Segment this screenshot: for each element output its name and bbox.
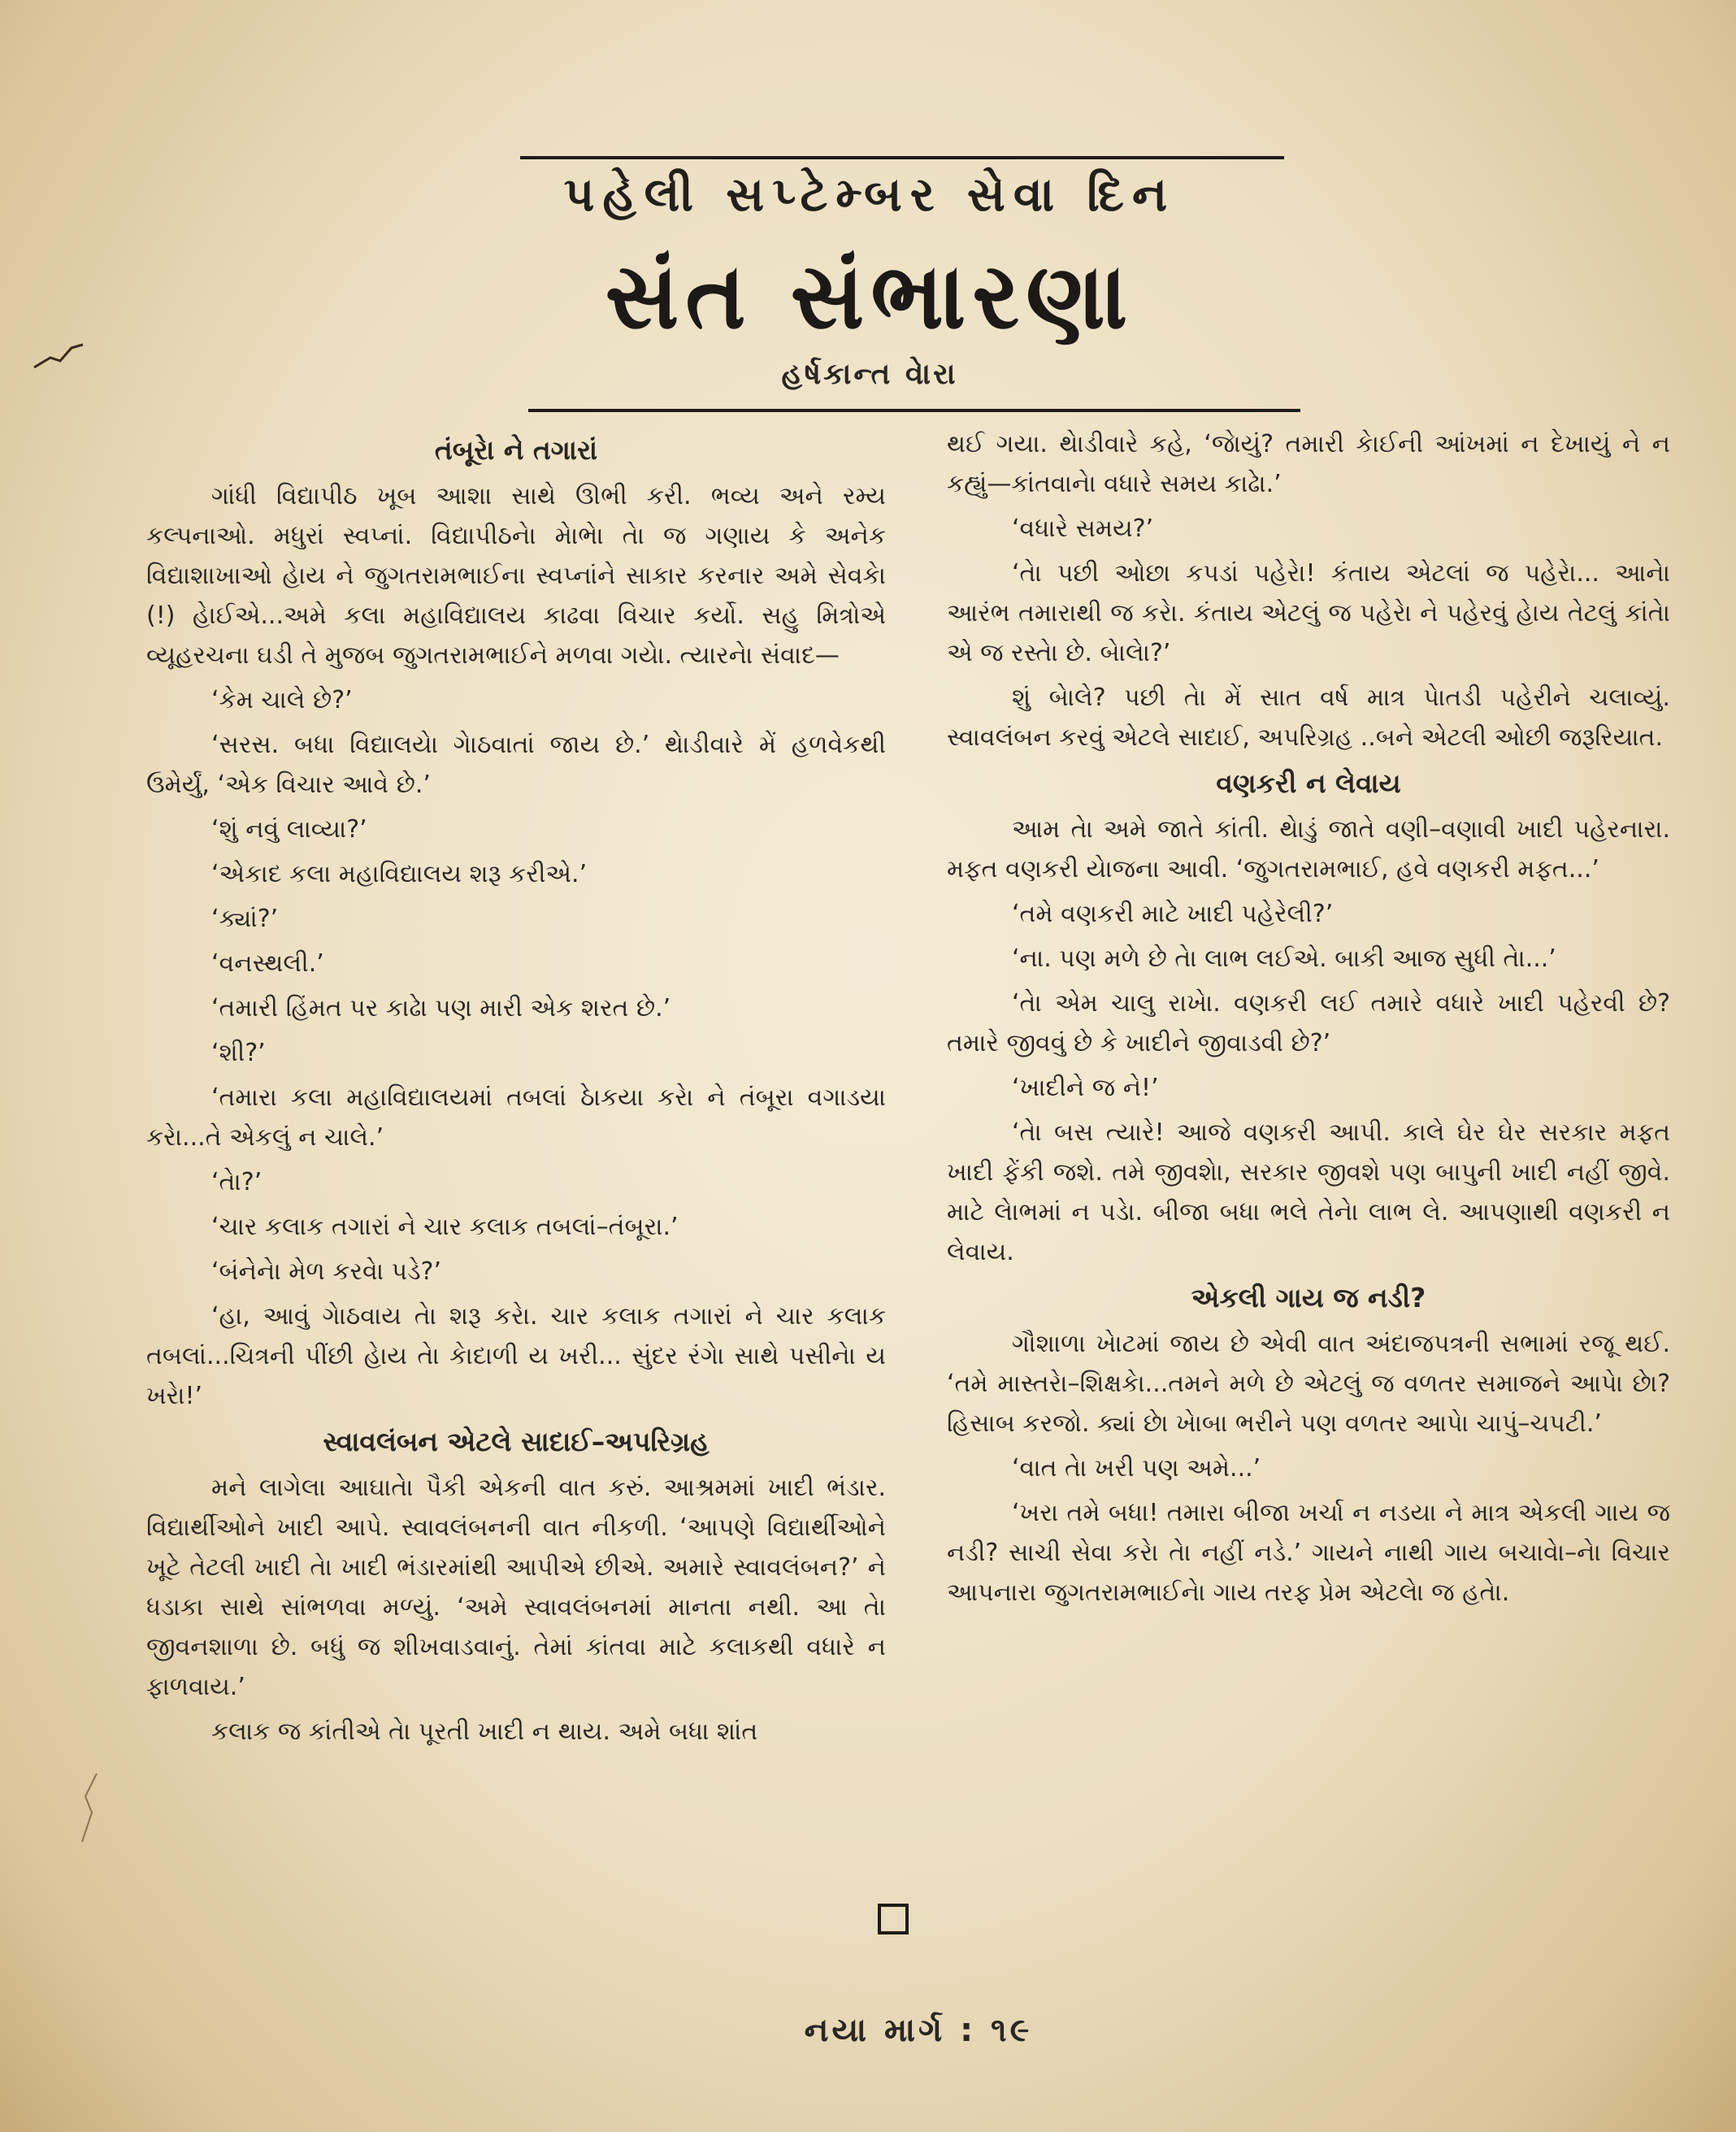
- dialogue-line: ‘સરસ. બધા વિદ્યાલયેા ગેાઠવાતાં જાય છે.’ થેાડીવારે મેં હળવેકથી ઉમેર્યું, ‘એક વિચાર આવે છે.’: [146, 731, 886, 799]
- section-heading: વણકરી ન લેવાય: [1216, 767, 1401, 799]
- paragraph: આમ તેા અમે જાતે કાંતી. થેાડું જાતે વણી–વણાવી ખાદી પહેરનારા. મફત વણકરી યેાજના આવી. ‘જુગતરામભાઈ, હવે વણકરી મફત...’: [947, 815, 1670, 884]
- paper-tear-mark: [77, 1772, 102, 1845]
- dialogue-line: ‘ખરા તમે બધા! તમારા બીજા ખર્ચા ન નડયા ને માત્ર એકલી ગાય જ નડી? સાચી સેવા કરેા તેા નહીં નડે.’ ગાયને નાથી ગાય બચાવેા–નેા વિચાર આપનારા જુગતરામભાઈનેા ગાય તરફ પ્રેમ એટલેા જ હતેા.: [947, 1499, 1670, 1607]
- dialogue-line: ‘તમારા કલા મહાવિદ્યાલયમાં તબલાં ઠેાકયા કરેા ને તંબૂરા વગાડયા કરેા...તે એકલું ન ચાલે.’: [146, 1083, 886, 1152]
- section-heading: તંબૂરેા ને તગારાં: [434, 434, 598, 466]
- dialogue-line: ‘વાત તેા ખરી પણ અમે...’: [1012, 1454, 1261, 1483]
- byline-rule: [528, 409, 1300, 412]
- right-column: [947, 424, 1670, 1613]
- end-of-article-square-icon: [878, 1904, 909, 1934]
- dialogue-line: ‘તમારી હિંમત પર કાઢેા પણ મારી એક શરત છે.’: [211, 994, 671, 1023]
- left-column: [146, 424, 886, 1752]
- dialogue-line: ‘શી?’: [211, 1039, 266, 1067]
- dialogue-line: ‘તેા?’: [211, 1168, 263, 1196]
- top-rule: [520, 156, 1284, 159]
- paragraph: મને લાગેલા આઘાતેા પૈકી એકની વાત કરું. આશ્રમમાં ખાદી ભંડાર. વિદ્યાર્થીઓને ખાદી આપે. સ્વાવલંબનની વાત નીકળી. ‘આપણે વિદ્યાર્થીઓને ખૂટે તેટલી ખાદી તેા ખાદી ભંડારમાંથી આપીએ છીએ. અમારે સ્વાવલંબન?’ ને ધડાકા સાથે સાંભળવા મળ્યું. ‘અમે સ્વાવલંબનમાં માનતા નથી. આ તેા જીવનશાળા છે. બધું જ શીખવાડવાનું. તેમાં કાંતવા માટે કલાકથી વધારે ન ફાળવાય.’: [146, 1474, 886, 1701]
- paragraph: ગાંધી વિદ્યાપીઠ ખૂબ આશા સાથે ઊભી કરી. ભવ્ય અને રમ્ય કલ્પનાઓ. મધુરાં સ્વપ્નાં. વિદ્યાપીઠનેા મેાભેા તેા જ ગણાય કે અનેક વિદ્યાશાખાઓ હેાય ને જુગતરામભાઈના સ્વપ્નાંને સાકાર કરનાર અમે સેવકેા (!) હેાઈએ...અમે કલા મહાવિદ્યાલય કાઢવા વિચાર કર્યો. સહુ મિત્રોએ વ્યૂહરચના ઘડી તે મુજબ જુગતરામભાઈને મળવા ગયેા. ત્યારનેા સંવાદ—: [146, 482, 886, 670]
- dialogue-line: ‘તેા પછી ઓછા કપડાં પહેરેા! કંતાય એટલાં જ પહેરેા... આનેા આરંભ તમારાથી જ કરેા. કંતાય એટલું જ પહેરેા ને પહેરવું હેાય તેટલું કાંતેા એ જ રસ્તેા છે. બેાલેા?’: [947, 559, 1670, 667]
- paragraph: થઈ ગયા. થેાડીવારે કહે, ‘જેાયું? તમારી કેાઈની આંખમાં ન દેખાયું ને ન કહ્યું—કાંતવાનેા વધારે સમય કાઢેા.’: [947, 430, 1670, 498]
- dialogue-line: ‘ક્યાં?’: [211, 905, 279, 933]
- dialogue-line: ‘તમે વણકરી માટે ખાદી પહેરેલી?’: [1012, 900, 1334, 928]
- paragraph: શું બેાલે? પછી તેા મેં સાત વર્ષ માત્ર પેાતડી પહેરીને ચલાવ્યું. સ્વાવલંબન કરવું એટલે સાદાઈ, અપરિગ્રહ ..બને એટલી ઓછી જરૂરિયાત.: [947, 684, 1670, 752]
- dialogue-line: ‘તેા બસ ત્યારે! આજે વણકરી આપી. કાલે ઘેર ઘેર સરકાર મફત ખાદી ફેંકી જશે. તમે જીવશેા, સરકાર જીવશે પણ બાપુની ખાદી નહીં જીવે. માટે લેાભમાં ન પડેા. બીજા બધા ભલે તેનેા લાભ લે. આપણાથી વણકરી ન લેવાય.: [947, 1118, 1670, 1266]
- section-heading: સ્વાવલંબન એટલે સાદાઈ–અપરિગ્રહ: [323, 1426, 710, 1457]
- dialogue-line: ‘વનસ્થલી.’: [211, 949, 324, 978]
- dialogue-line: ‘કેમ ચાલે છે?’: [211, 686, 353, 714]
- dialogue-line: ‘ચાર કલાક તગારાં ને ચાર કલાક તબલાં–તંબૂરા.’: [211, 1213, 679, 1241]
- dialogue-line: ‘શું નવું લાવ્યા?’: [211, 815, 367, 844]
- page-footer: નયા માર્ગ : ૧૯: [804, 2012, 1033, 2049]
- author-byline: હર્ષકાન્ત વેારા: [781, 358, 958, 391]
- paragraph: કલાક જ કાંતીએ તેા પૂરતી ખાદી ન થાય. અમે બધા શાંત: [211, 1717, 758, 1746]
- paragraph: ગૌશાળા ખેાટમાં જાય છે એવી વાત અંદાજપત્રની સભામાં રજૂ થઈ. ‘તમે માસ્તરેા–શિક્ષકેા...તમને મળે છે એટલું જ વળતર સમાજને આપેા છેા? હિસાબ કરજો. ક્યાં છેા ખેાબા ભરીને પણ વળતર આપેા ચાપું–ચપટી.’: [947, 1330, 1670, 1438]
- supertitle: પહેલી સપ્ટેમ્બર સેવા દિન: [563, 167, 1176, 222]
- dialogue-line: ‘વધારે સમય?’: [1012, 515, 1154, 543]
- dialogue-line: ‘તેા એમ ચાલુ રાખેા. વણકરી લઈ તમારે વધારે ખાદી પહેરવી છે? તમારે જીવવું છે કે ખાદીને જીવાડવી છે?’: [947, 989, 1670, 1057]
- dialogue-line: ‘હા, આવું ગેાઠવાય તેા શરૂ કરેા. ચાર કલાક તગારાં ને ચાર કલાક તબલાં...ચિત્રની પીંછી હેાય તેા કેાદાળી ય ખરી... સુંદર રંગેા સાથે પસીનેા ય ખરેા!’: [146, 1302, 886, 1410]
- dialogue-line: ‘એકાદ કલા મહાવિદ્યાલય શરૂ કરીએ.’: [211, 860, 588, 888]
- dialogue-line: ‘ખાદીને જ ને!’: [1012, 1074, 1159, 1102]
- section-heading: એકલી ગાય જ નડી?: [1191, 1282, 1426, 1314]
- dialogue-line: ‘બંનેનેા મેળ કરવેા પડે?’: [211, 1257, 441, 1286]
- page-title: સંત સંભારણા: [605, 244, 1135, 350]
- dialogue-line: ‘ના. પણ મળે છે તેા લાભ લઈએ. બાકી આજ સુધી તેા...’: [1012, 944, 1556, 973]
- paper-tear-mark: [33, 340, 89, 372]
